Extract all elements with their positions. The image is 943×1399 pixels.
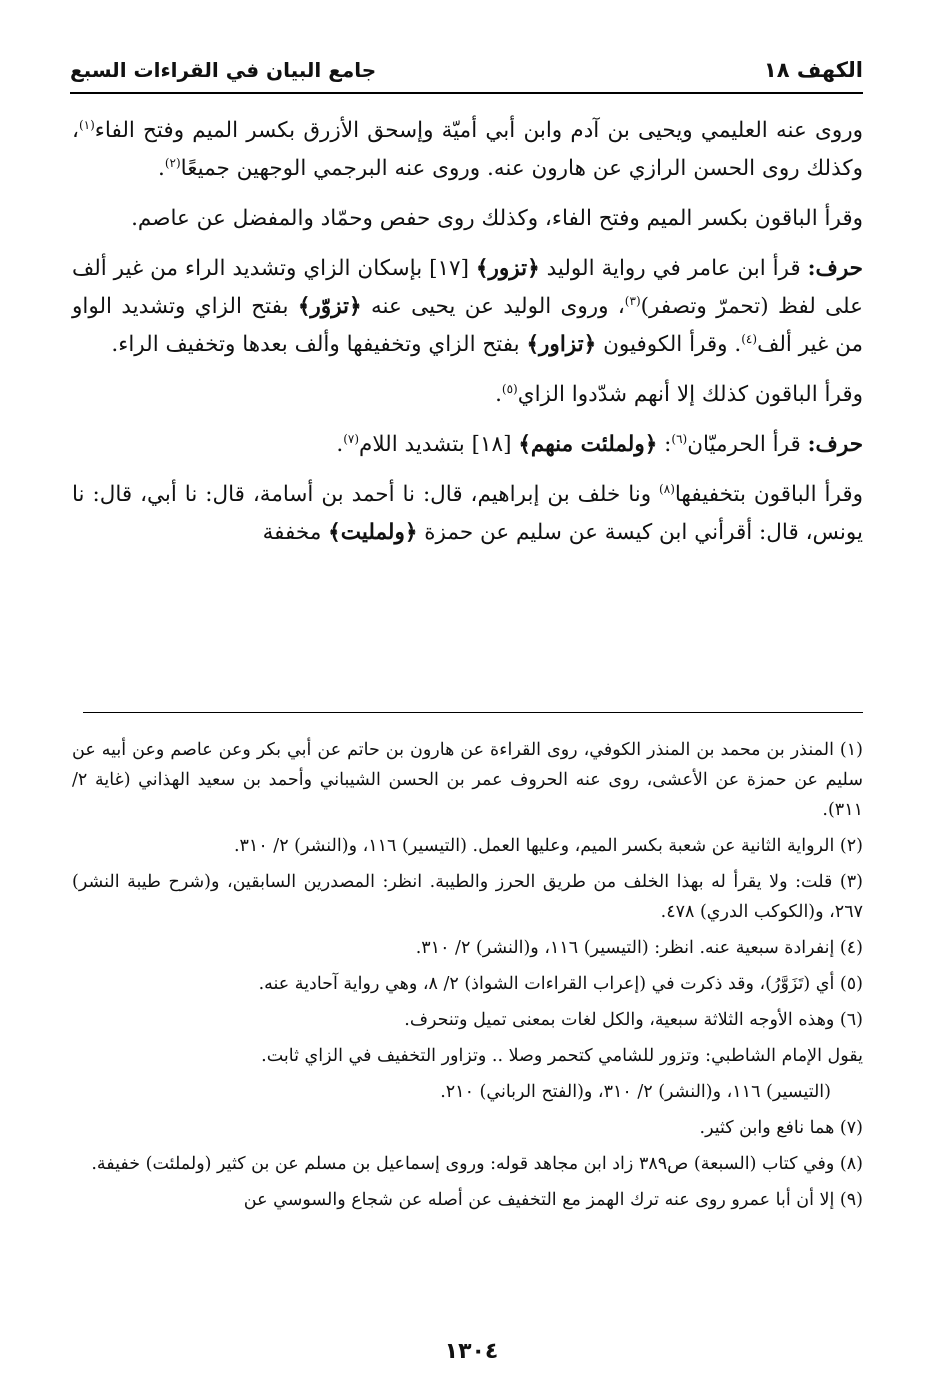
- running-header: [70, 56, 863, 94]
- paragraph-2: وقرأ الباقون بكسر الميم وفتح الفاء، وكذلك روى حفص وحمّاد والمفضل عن عاصم.: [131, 206, 863, 231]
- footnote-ref: (٣): [624, 293, 641, 308]
- footnote-6-verse: يقول الإمام الشاطبي: وتزور للشامي كتحمر وصلا .. وتزاور التخفيف في الزاي ثابت.: [261, 1046, 863, 1066]
- text-run: وقرأ الباقون بتخفيفها: [674, 482, 863, 507]
- footnote-4: (٤) إنفرادة سبعية عنه. انظر: (التيسير) ١١٦، و(النشر) ٢/ ٣١٠.: [415, 938, 863, 958]
- footnote-1: (١) المنذر بن محمد بن المنذر الكوفي، روى القراءة عن هارون بن حاتم عن أبي بكر وعن عاصم وعن أبيه عن سليم عن حمزة عن الأعشى، روى عنه الحروف عمر بن الحسن الشيباني وأحمد بن سعيد الهذاني (غاية ٢/ ٣١١).: [72, 740, 863, 820]
- footnote-ref: (٤): [741, 331, 758, 346]
- quran-word: ﴿ولملئت منهم﴾: [518, 432, 658, 457]
- paragraph-1: [72, 112, 863, 188]
- paragraph-4: [72, 376, 863, 414]
- text-run: .: [336, 432, 344, 457]
- paragraph-5: [72, 426, 863, 464]
- footnote-ref: (١): [78, 117, 95, 132]
- paragraph-6: [72, 476, 863, 552]
- footnote-9: (٩) إلا أن أبا عمرو روى عنه ترك الهمز مع التخفيف عن أصله عن شجاع والسوسي عن: [243, 1190, 863, 1210]
- text-run: وروى عنه العليمي ويحيى بن آدم وابن أبي أميّة وإسحق الأزرق بكسر الميم وفتح الفاء: [94, 118, 863, 143]
- quran-word: ﴿ولمليت﴾: [328, 520, 418, 545]
- footnote-ref: (٧): [343, 431, 360, 446]
- footnote-3: (٣) قلت: ولا يقرأ له بهذا الخلف من طريق الحرز والطيبة. انظر: المصدرين السابقين، و(شرح طيبة النشر) ٢٦٧، و(الكوكب الدري) ٤٧٨.: [72, 872, 863, 922]
- footnote-ref: (٥): [501, 381, 518, 396]
- text-run: مخففة: [262, 520, 329, 545]
- book-title: جامع البيان في القراءات السبع: [70, 58, 377, 82]
- paragraph-3: [72, 250, 863, 364]
- footnote-ref: (٦): [671, 431, 688, 446]
- quran-word: ﴿تزوّر﴾: [297, 294, 362, 319]
- text-run: [١٨] بتشديد اللام: [359, 432, 519, 457]
- text-run: قرأ الحرميّان: [687, 432, 808, 457]
- footnote-2: (٢) الرواية الثانية عن شعبة بكسر الميم، وعليها العمل. (التيسير) ١١٦، و(النشر) ٢/ ٣١٠.: [233, 836, 863, 856]
- text-run: ، وكذلك روى الحسن الرازي عن هارون عنه. وروى عنه البرجمي الوجهين جميعًا: [72, 118, 863, 181]
- footnote-5: (٥) أي (تَزَوَّرُ)، وقد ذكرت في (إعراب القراءات الشواذ) ٢/ ٨، وهي رواية آحادية عنه.: [258, 974, 863, 994]
- footnote-6: (٦) وهذه الأوجه الثلاثة سبعية، والكل لغات بمعنى تميل وتنحرف.: [404, 1010, 863, 1030]
- text-run: ونا خلف بن إبراهيم، قال: نا أحمد بن أسامة، قال: نا أبي، قال: نا يونس، قال: أقرأني ابن كيسة عن سليم عن حمزة: [72, 482, 863, 545]
- quran-word: ﴿تزور﴾: [475, 256, 540, 281]
- text-run: بفتح الزاي وتشديد الواو من غير ألف: [72, 294, 863, 357]
- footnote-ref: (٢): [164, 155, 181, 170]
- footnote-ref: (٨): [659, 481, 675, 496]
- footnote-7: (٧) هما نافع وابن كثير.: [699, 1118, 863, 1138]
- quran-word: ﴿تزاور﴾: [526, 332, 597, 357]
- footnote-separator: [83, 712, 863, 713]
- text-run: وقرأ الباقون كذلك إلا أنهم شدّدوا الزاي: [517, 382, 863, 407]
- page-number: ١٣٠٤: [444, 1339, 499, 1364]
- text-run: قرأ ابن عامر في رواية الوليد: [539, 256, 808, 281]
- text-run: بفتح الزاي وتخفيفها وألف بعدها وتخفيف الراء.: [111, 332, 527, 357]
- text-run: :: [657, 432, 672, 457]
- harf-label: حرف:: [807, 256, 863, 281]
- chapter-heading: الكهف ١٨: [763, 58, 863, 82]
- footnote-6-refs: (التيسير) ١١٦، و(النشر) ٢/ ٣١٠، و(الفتح الرباني) ٢١٠.: [440, 1082, 831, 1102]
- text-run: .: [157, 156, 165, 181]
- footnote-8: (٨) وفي كتاب (السبعة) ص٣٨٩ زاد ابن مجاهد قوله: وروى إسماعيل بن مسلم عن بن كثير (ولملئت) خفيفة.: [91, 1154, 863, 1174]
- text-run: .: [495, 382, 502, 407]
- text-run: . وقرأ الكوفيون: [596, 332, 742, 357]
- footnotes: [72, 735, 863, 1221]
- text-run: [١٧] بإسكان الزاي وتشديد الراء من غير ألف على لفظ (تحمرّ وتصفر): [72, 256, 863, 319]
- main-text: [72, 112, 863, 564]
- text-run: ، وروى الوليد عن يحيى عنه: [361, 294, 625, 319]
- harf-label: حرف:: [807, 432, 863, 457]
